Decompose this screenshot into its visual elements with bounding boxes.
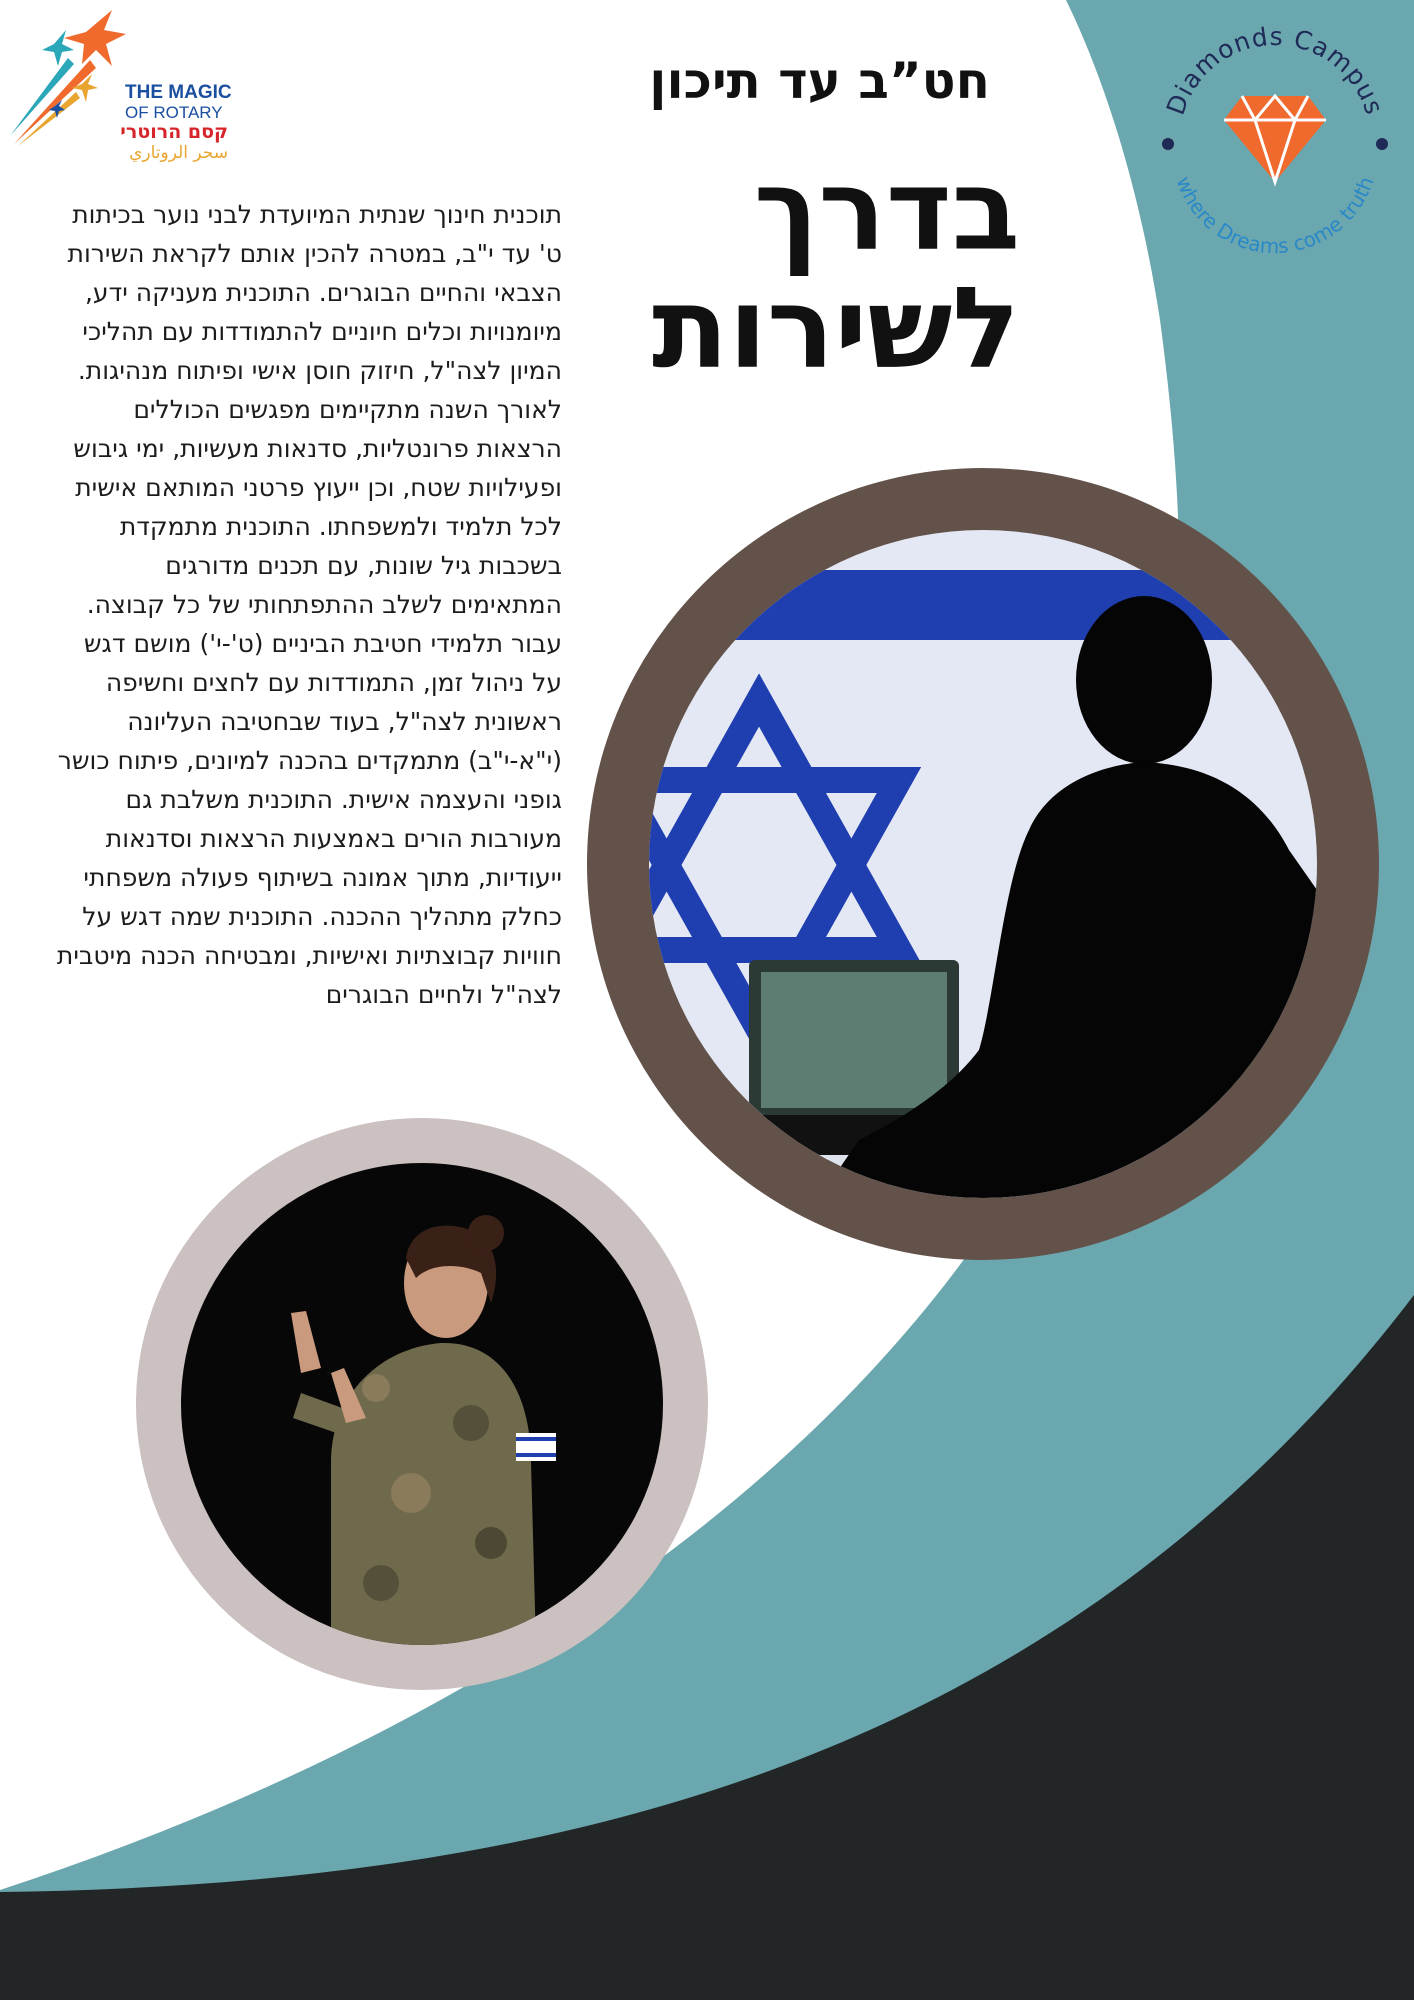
woman-soldier-photo — [181, 1163, 663, 1645]
woman-soldier-photo-frame — [136, 1118, 708, 1690]
dot-icon — [1162, 138, 1174, 150]
soldier-flag-photo — [649, 530, 1317, 1198]
page-title — [560, 146, 1020, 394]
body-paragraph: תוכנית חינוך שנתית המיועדת לבני נוער בכיתות ט' עד י"ב, במטרה להכין אותם לקראת השירות הצבאי והחיים הבוגרים. התוכנית מעניקה ידע, מיומנויות וכלים חיוניים להתמודדות עם תהליכי המיון לצה"ל, חיזוק חוסן אישי ופיתוח מנהיגות. לאורך השנה מתקיימים מפגשים הכוללים הרצאות פרונטליות, סדנאות מעשיות, ימי גיבוש ופעילויות שטח, וכן ייעוץ פרטני המותאם אישית לכל תלמיד ולמשפחתו. התוכנית מתמקדת בשכבות גיל שונות, עם תכנים מדורגים המתאימים לשלב ההתפתחותי של כל קבוצה. עבור תלמידי חטיבת הביניים (ט'-י') מושם דגש על ניהול זמן, התמודדות עם לחצים וחשיפה ראשונית לצה"ל, בעוד שבחטיבה העליונה (י"א-י"ב) מתמקדים בהכנה למיונים, פיתוח כושר גופני והעצמה אישית. התוכנית משלבת גם מעורבות הורים באמצעות הרצאות וסדנאות ייעודיות, מתוך אמונה בשיתוף פעולה משפחתי כחלק מתהליך ההכנה. התוכנית שמה דגש על חוויות קבוצתיות ואישיות, ומבטיחה הכנה מיטבית לצה"ל ולחיים הבוגרים — [56, 200, 562, 1009]
campus-slogan-text: where Dreams come truth — [1171, 173, 1379, 259]
rotary-subtitle: OF ROTARY — [125, 103, 223, 122]
campus-name-text: Diamonds Campus — [1160, 21, 1390, 119]
diamond-icon — [1224, 96, 1326, 182]
rotary-arabic: سحر الروتاري — [129, 143, 228, 163]
rotary-hebrew: קסם הרוטרי — [120, 121, 228, 143]
subtitle: חט”ב עד תיכון — [649, 52, 990, 110]
diamonds-campus-logo — [1150, 20, 1400, 270]
stars-icon — [8, 8, 128, 148]
rotary-title: THE MAGIC — [125, 82, 232, 103]
dot-icon — [1376, 138, 1388, 150]
title-line-1: בדרך — [753, 146, 1020, 276]
rotary-logo — [8, 8, 248, 168]
soldier-photo-frame — [587, 468, 1379, 1260]
title-line-2: לשירות — [651, 264, 1020, 394]
